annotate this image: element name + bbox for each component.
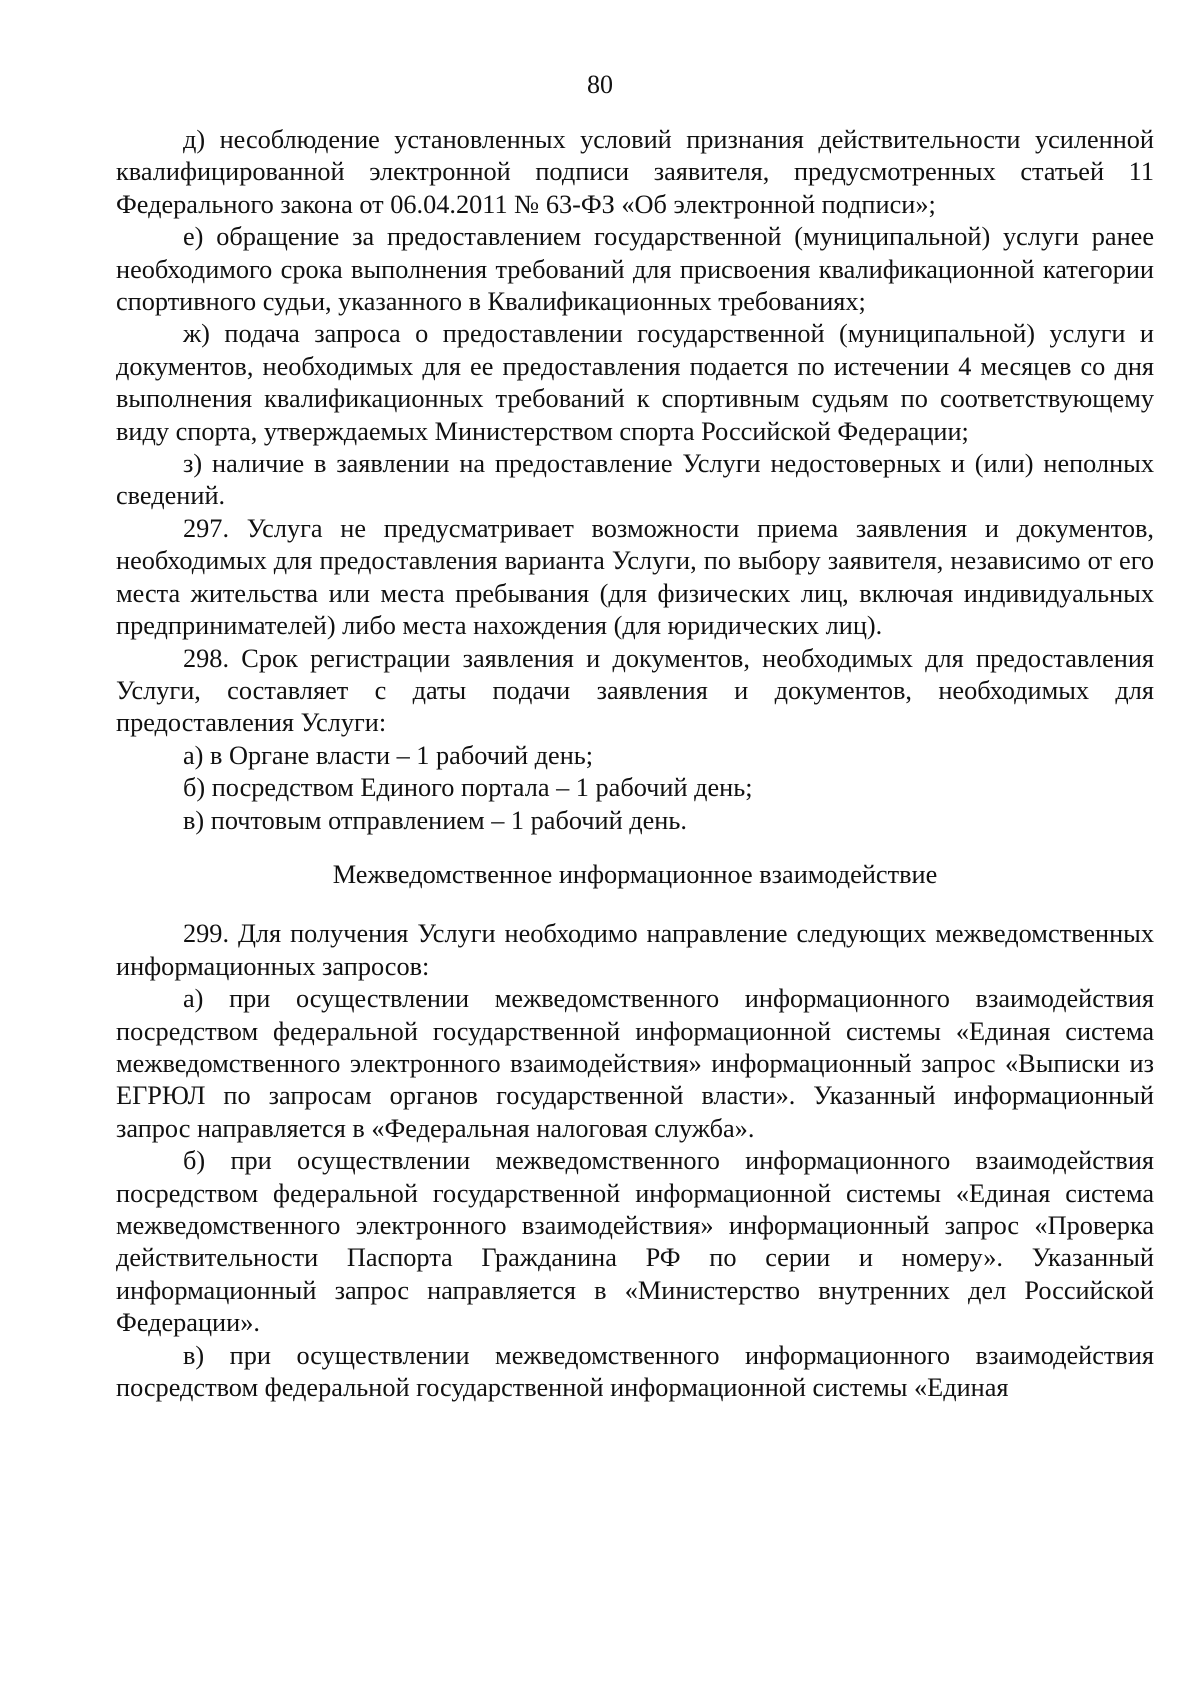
paragraph-298-a: а) в Органе власти – 1 рабочий день; <box>183 740 594 770</box>
paragraph-299-a: а) при осуществлении межведомственного информационного взаимодействия посредством федеральной государственной информационной системы «Единая система межведомственного электронного взаимодействия» информационный запрос «Выписки из ЕГРЮЛ по запросам органов государственной власти». Указанный информационный запрос направляется в «Федеральная налоговая служба». <box>116 984 1154 1143</box>
paragraph-297: 297. Услуга не предусматривает возможности приема заявления и документов, необходимых для предоставления варианта Услуги, по выбору заявителя, независимо от его места жительства или места пребывания (для физических лиц, включая индивидуальных предпринимателей) либо места нахождения (для юридических лиц). <box>116 513 1154 641</box>
page-number: 80 <box>587 70 613 99</box>
paragraph-d: д) несоблюдение установленных условий признания действительности усиленной квалифицированной электронной подписи заявителя, предусмотренных статьей 11 Федерального закона от 06.04.2011 № 63-ФЗ «Об электронной подписи»; <box>116 125 1154 219</box>
paragraph-e: е) обращение за предоставлением государственной (муниципальной) услуги ранее необходимого срока выполнения требований для присвоения квалификационной категории спортивного судьи, указанного в Квалификационных требованиях; <box>116 222 1154 317</box>
paragraph-zh: ж) подача запроса о предоставлении государственной (муниципальной) услуги и документов, необходимых для ее предоставления подается по истечении 4 месяцев со дня выполнения квалификационных требований к спортивным судьям по соответствующему виду спорта, утверждаемых Министерством спорта Российской Федерации; <box>116 319 1154 446</box>
paragraph-298-v: в) почтовым отправлением – 1 рабочий день. <box>183 805 687 835</box>
paragraph-299-v: в) при осуществлении межведомственного информационного взаимодействия посредством федеральной государственной информационной системы «Единая <box>116 1340 1154 1403</box>
paragraph-299-b: б) при осуществлении межведомственного информационного взаимодействия посредством федеральной государственной информационной системы «Единая система межведомственного электронного взаимодействия» информационный запрос «Проверка действительности Паспорта Гражданина РФ по серии и номеру». Указанный информационный запрос направляется в «Министерство внутренних дел Российской Федерации». <box>116 1146 1154 1338</box>
paragraph-298-b: б) посредством Единого портала – 1 рабочий день; <box>183 773 753 803</box>
section-heading: Межведомственное информационное взаимодействие <box>332 859 938 889</box>
document-body <box>116 124 1154 1404</box>
paragraph-299: 299. Для получения Услуги необходимо направление следующих межведомственных информационных запросов: <box>116 919 1154 981</box>
paragraph-298: 298. Срок регистрации заявления и документов, необходимых для предоставления Услуги, составляет с даты подачи заявления и документов, необходимых для предоставления Услуги: <box>116 643 1154 738</box>
paragraph-z: з) наличие в заявлении на предоставление Услуги недостоверных и (или) неполных сведений. <box>116 449 1154 511</box>
